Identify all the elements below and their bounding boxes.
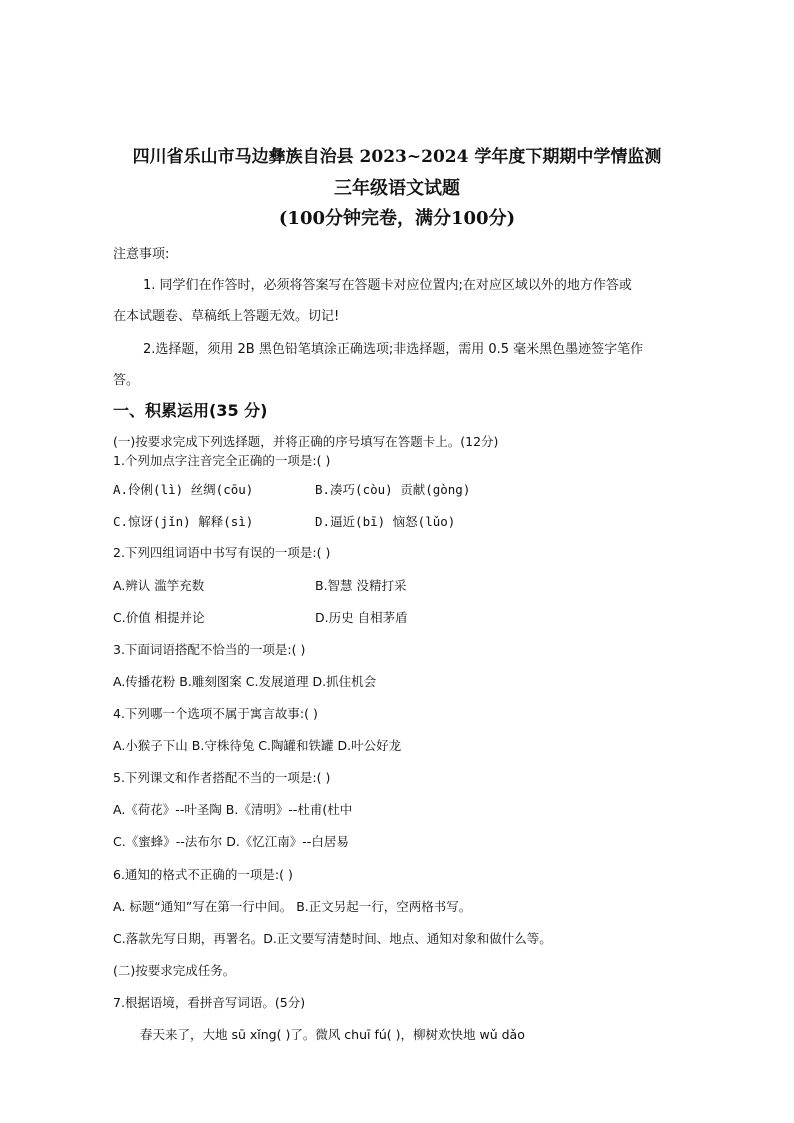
question-3: 3.下面词语搭配不恰当的一项是:( ) — [113, 642, 306, 657]
question-6: 6.通知的格式不正确的一项是:( ) — [113, 867, 293, 882]
q5-options-ab: A.《荷花》--叶圣陶 B.《清明》--杜甫(杜中 — [113, 802, 353, 817]
q6-options-ab: A. 标题“通知”写在第一行中间。 B.正文另起一行，空两格书写。 — [113, 899, 472, 914]
q1-option-d: D.逼近(bī) 恼怒(lǔo) — [315, 514, 456, 529]
section1-title: 一、积累运用(35 分) — [113, 401, 268, 420]
q7-passage: 春天来了，大地 sū xǐng( )了。微风 chuī fú( )，柳树欢快地 wǔ dǎo — [140, 1027, 525, 1042]
part1-heading: (一)按要求完成下列选择题，并将正确的序号填写在答题卡上。(12分) — [113, 434, 499, 449]
q2-option-b: B.智慧 没精打采 — [315, 578, 407, 593]
question-1: 1.个列加点字注音完全正确的一项是:( ) — [113, 453, 331, 468]
question-5: 5.下列课文和作者搭配不当的一项是:( ) — [113, 770, 331, 785]
q1-option-a: A.伶俐(lì) 丝绸(cōu) — [113, 482, 254, 497]
q5-options-cd: C.《蜜蜂》--法布尔 D.《忆江南》--白居易 — [113, 834, 349, 849]
q4-options: A.小猴子下山 B.守株待兔 C.陶罐和铁罐 D.叶公好龙 — [113, 738, 402, 753]
question-2: 2.下列四组词语中书写有误的一项是:( ) — [113, 545, 331, 560]
question-7: 7.根据语境，看拼音写词语。(5分) — [113, 995, 306, 1010]
q2-option-d: D.历史 自相茅盾 — [315, 610, 408, 625]
notice-item2-line2: 答。 — [113, 373, 140, 388]
exam-title-line3: (100分钟完卷，满分100分) — [278, 208, 516, 229]
q6-options-cd: C.落款先写日期，再署名。D.正文要写清楚时间、地点、通知对象和做什么等。 — [113, 931, 552, 946]
q2-option-a: A.辨认 滥竽充数 — [113, 578, 205, 593]
notice-item2-line1: 2.选择题，须用 2B 黑色铅笔填涂正确选项;非选择题，需用 0.5 毫米黑色墨迹签字笔作 — [143, 342, 644, 357]
q3-options: A.传播花粉 B.雕刻图案 C.发展道理 D.抓住机会 — [113, 674, 377, 689]
notice-label: 注意事项: — [113, 247, 170, 262]
question-4: 4.下列哪一个选项不属于寓言故事:( ) — [113, 706, 318, 721]
exam-title-line2: 三年级语文试题 — [334, 178, 460, 199]
q1-option-c: C.惊讶(jǐn) 解释(sì) — [113, 514, 254, 529]
q1-option-b: B.凑巧(còu) 贡献(gòng) — [315, 482, 471, 497]
notice-item1-line2: 在本试题卷、草稿纸上答题无效。切记! — [113, 309, 340, 324]
notice-item1-line1: 1. 同学们在作答时，必须将答案写在答题卡对应位置内;在对应区域以外的地方作答或 — [143, 278, 632, 293]
part2-heading: (二)按要求完成任务。 — [113, 963, 236, 978]
q2-option-c: C.价值 相提并论 — [113, 610, 205, 625]
exam-title-line1: 四川省乐山市马边彝族自治县 2023~2024 学年度下期期中学情监测 — [132, 147, 662, 167]
